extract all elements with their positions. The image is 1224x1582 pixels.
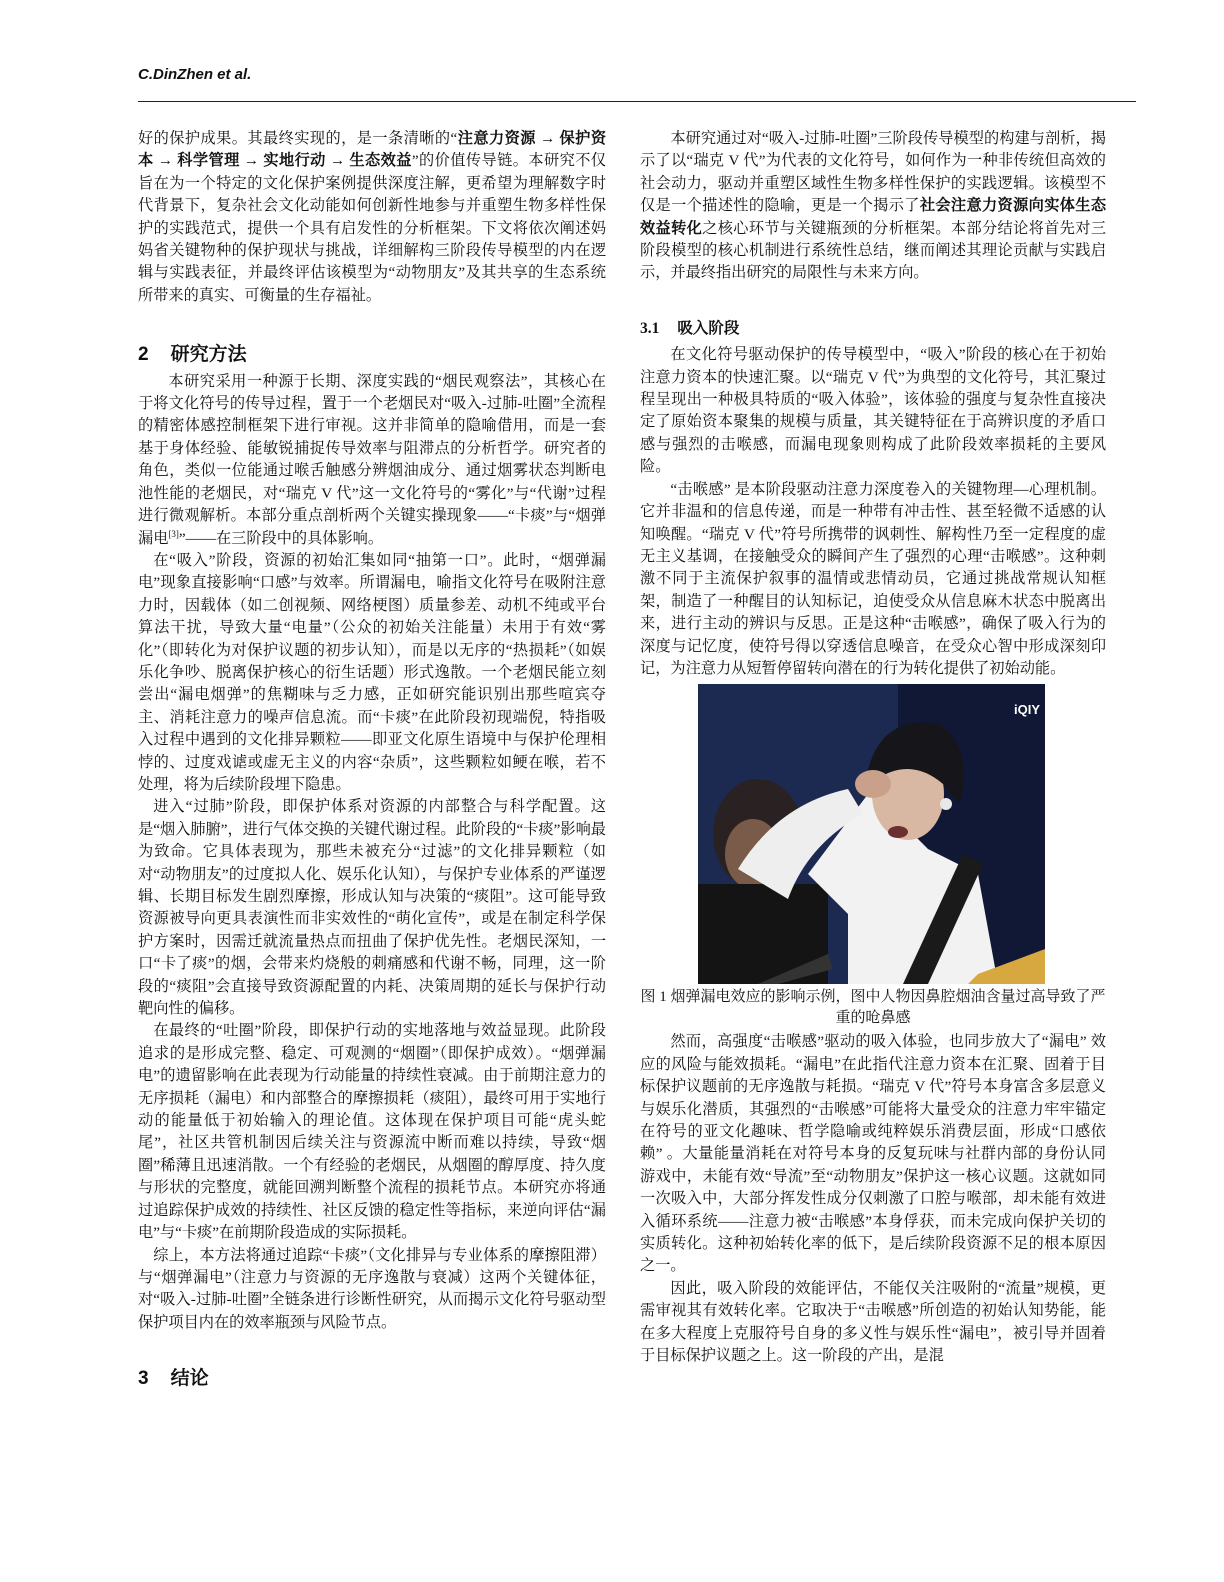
text-run: 之核心环节与关键瓶颈的分析框架。本部分结论将首先对三阶段模型的核心机制进行系统性总结，继而阐述其理论贡献与实践启示，并最终指出研究的局限性与未来方向。 — [640, 219, 1107, 282]
methods-paragraph — [138, 371, 606, 550]
methods-paragraph — [138, 796, 606, 1020]
bold-text: 注意力资源 → 保护资本 → 科学管理 → 实地行动 → 生态效益 — [138, 130, 607, 170]
text-run: 然而，高强度“击喉感”驱动的吸入体验，也同步放大了“漏电” 效应的风险与能效损耗。“漏电”在此指代注意力资本在汇聚、固着于目标保护议题前的无序逸散与耗损。“瑞克 V 代”符号本身富含多层意义与娱乐化潜质，其强烈的“击喉感”可能将大量受众的注意力牢牢锚定在符号的亚文化趣味、哲学隐喻或纯粹娱乐消费层面，形成“口感依赖” 。大量能量消耗在对符号本身的反复玩味与社群内部的身份认同游戏中，未能有效“导流”至“动物朋友”保护这一核心议题。这就如同一次吸入中，大部分挥发性成分仅刺激了口腔与喉部，却未能有效进入循环系统——注意力被“击喉感”本身俘获，而未完成向保护关切的实质转化。这种初始转化率的低下，是后续阶段资源不足的根本原因之一。 — [640, 1033, 1106, 1275]
conclusion-intro-paragraph — [640, 128, 1106, 285]
section-title: 结论 — [170, 1368, 209, 1390]
figure-1-image — [698, 684, 1045, 984]
subsection-title: 吸入阶段 — [677, 319, 740, 337]
methods-paragraph — [138, 1020, 606, 1244]
body-paragraph — [640, 1278, 1106, 1368]
section-heading-conclusion — [138, 1368, 606, 1390]
text-run: ”的价值传导链。本研究不仅旨在为一个特定的文化保护案例提供深度注解，更希望为理解数字时代背景下，复杂社会文化动能如何创新性地参与并重塑生物多样性保护的实践范式，提供一个具有启发性的分析框架。下文将依次阐述妈妈省关键物种的保护现状与挑战，详细解构三阶段传导模型的内在逻辑与实践表征，并最终评估该模型为“动物朋友”及其共享的生态系统所带来的真实、可衡量的生存福祉。 — [138, 152, 606, 304]
text-run: 在最终的“吐圈”阶段，即保护行动的实地落地与效益显现。此阶段追求的是形成完整、稳定、可观测的“烟圈”（即保护成效）。“烟弹漏电”的遗留影响在此表现为行动能量的持续性衰减。由于前期注意力的无序损耗（漏电）和内部整合的摩擦损耗（痰阻），最终可用于实地行动的能量低于初始输入的理论值。这体现在保护项目可能“虎头蛇尾”，社区共管机制因后续关注与资源流中断而难以持续，导致“烟圈”稀薄且迅速消散。一个有经验的老烟民，从烟圈的醇厚度、持久度与形状的完整度，就能回溯判断整个流程的损耗节点。本研究亦将通过追踪保护成效的持续性、社区反馈的稳定性等指标，来逆向评估“漏电”与“卡痰”在前期阶段造成的实际损耗。 — [138, 1022, 606, 1242]
subsection-number: 3.1 — [640, 319, 660, 337]
section-number: 2 — [138, 344, 149, 366]
text-run: ”——在三阶段中的具体影响。 — [178, 529, 384, 547]
text-run: “击喉感” 是本阶段驱动注意力深度卷入的关键物理—心理机制。它并非温和的信息传递，而是一种带有冲击性、甚至轻微不适感的认知唤醒。“瑞克 V 代”符号所携带的讽刺性、解构性乃至一定程度的虚无主义基调，在接触受众的瞬间产生了强烈的心理“击喉感”。这种刺激不同于主流保护叙事的温情或悲情动员，它通过挑战常规认知框架，制造了一种醒目的认知标记，迫使受众从信息麻木状态中脱离出来，进行主动的辨识与反思。正是这种“击喉感”，确保了吸入行为的深度与记忆度，使符号得以穿透信息噪音，在受众心智中形成深刻印记，为注意力从短暂停留转向潜在的行为转化提供了初始动能。 — [640, 480, 1106, 677]
left-column — [138, 128, 606, 1391]
section-number: 3 — [138, 1368, 149, 1390]
intro-paragraph — [138, 128, 606, 307]
video-watermark: iQIY — [1013, 702, 1040, 718]
text-run: 本研究采用一种源于长期、深度实践的“烟民观察法”，其核心在于将文化符号的传导过程，置于一个老烟民对“吸入-过肺-吐圈”全流程的精密体感控制框架下进行审视。这并非简单的隐喻借用，而是一套基于身体经验、能敏锐捕捉传导效率与阻滞点的分析哲学。研究者的角色，类似一位能通过喉舌触感分辨烟油成分、通过烟雾状态判断电池性能的老烟民，对“瑞克 V 代”这一文化符号的“雾化”与“代谢”过程进行微观解析。本部分重点剖析两个关键实操现象——“卡痰”与“烟弹漏电 — [138, 372, 606, 547]
body-paragraph — [640, 344, 1106, 478]
text-run: 因此，吸入阶段的效能评估，不能仅关注吸附的“流量”规模，更需审视其有效转化率。它取决于“击喉感”所创造的初始认知势能，能在多大程度上克服符号自身的多义性与娱乐性“漏电”，被引导并固着于目标保护议题之上。这一阶段的产出，是混 — [640, 1279, 1106, 1365]
text-run: 本研究通过对“吸入-过肺-吐圈”三阶段传导模型的构建与剖析，揭示了以“瑞克 V 代”为代表的文化符号，如何作为一种非传统但高效的社会动力，驱动并重塑区域性生物多样性保护的实践逻辑。该模型不仅是一个描述性的隐喻，更是一个揭示了 — [640, 130, 1106, 215]
citation-ref: [3] — [168, 528, 179, 539]
subsection-heading — [640, 318, 1106, 340]
text-run: 综上，本方法将通过追踪“卡痰”（文化排异与专业体系的摩擦阻滞）与“烟弹漏电”（注意力与资源的无序逸散与衰减）这两个关键体征，对“吸入-过肺-吐圈”全链条进行诊断性研究，从而揭示文化符号驱动型保护项目内在的效率瓶颈与风险节点。 — [138, 1246, 606, 1331]
text-run: 在文化符号驱动保护的传导模型中，“吸入”阶段的核心在于初始注意力资本的快速汇聚。以“瑞克 V 代”为典型的文化符号，其汇聚过程呈现出一种极具特质的“吸入体验”，该体验的强度与复杂性直接决定了原始资本聚集的规模与质量，其关键特征在于高辨识度的矛盾口感与强烈的击喉感，而漏电现象则构成了此阶段效率损耗的主要风险。 — [640, 346, 1106, 476]
text-run: 进入“过肺”阶段，即保护体系对资源的内部整合与科学配置。这是“烟入肺腑”，进行气体交换的关键代谢过程。此阶段的“卡痰”影响最为致命。它具体表现为，那些未被充分“过滤”的文化排异颗粒（如对“动物朋友”的过度拟人化、娱乐化认知），与保护专业体系的严谨逻辑、长期目标发生剧烈摩擦，形成认知与决策的“痰阻”。这可能导致资源被导向更具表演性而非实效性的“萌化宣传”，或是在制定科学保护方案时，因需迁就流量热点而扭曲了保护优先性。老烟民深知，一口“卡了痰”的烟，会带来灼烧般的刺痛感和代谢不畅，同理，这一阶段的“痰阻”会直接导致资源配置的内耗、决策周期的延长与保护行动靶向性的偏移。 — [138, 798, 606, 1018]
right-column — [640, 128, 1106, 1367]
section-heading-methods — [138, 344, 606, 366]
methods-paragraph — [138, 1245, 606, 1335]
figure-caption: 图 1 烟弹漏电效应的影响示例，图中人物因鼻腔烟油含量过高导致了严重的呛鼻感 — [640, 989, 1106, 1027]
body-paragraph — [640, 479, 1106, 681]
bold-text: 社会注意力资源向实体生态效益转化 — [640, 197, 1107, 237]
running-head: C.DinZhen et al. — [138, 66, 252, 83]
methods-paragraph — [138, 550, 606, 796]
body-paragraph — [640, 1031, 1106, 1277]
header-rule — [138, 101, 1136, 102]
text-run: 好的保护成果。其最终实现的，是一条清晰的“ — [138, 130, 458, 147]
text-run: 在“吸入”阶段，资源的初始汇集如同“抽第一口”。此时，“烟弹漏电”现象直接影响“口感”与效率。所谓漏电，喻指文化符号在吸附注意力时，因载体（如二创视频、网络梗图）质量参差、动机不纯或平台算法干扰，导致大量“电量”（公众的初始关注能量）未用于有效“雾化”（即转化为对保护议题的初步认知），而是以无序的“热损耗”（如娱乐化争吵、脱离保护核心的衍生话题）形式逸散。一个老烟民能立刻尝出“漏电烟弹”的焦糊味与乏力感，正如研究能识别出那些喧宾夺主、消耗注意力的噪声信息流。而“卡痰”在此阶段初现端倪，特指吸入过程中遇到的文化排异颗粒——即亚文化原生语境中与保护伦理相悖的、过度戏谑或虚无主义的内容“杂质”，这些颗粒如鲠在喉，若不处理，将为后续阶段埋下隐患。 — [138, 551, 606, 793]
section-title: 研究方法 — [170, 344, 247, 366]
